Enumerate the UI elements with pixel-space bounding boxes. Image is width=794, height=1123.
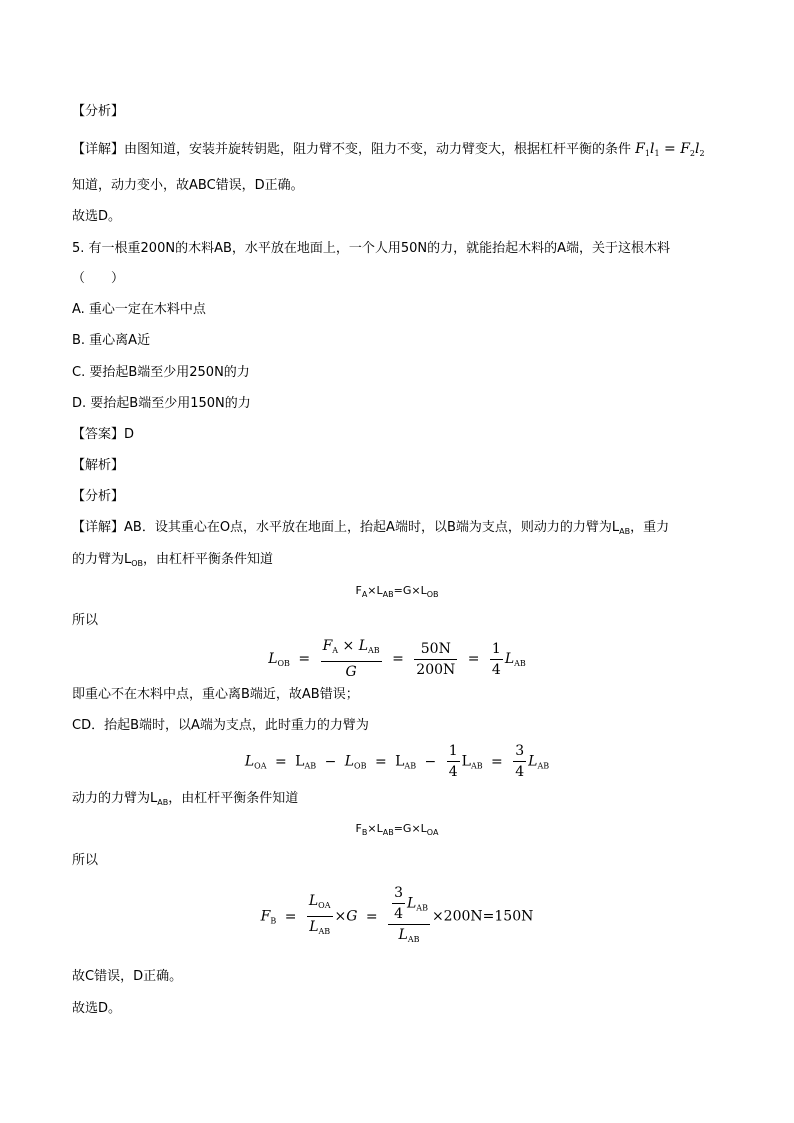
option-c: C. 要抬起B端至少用250N的力 [72,365,250,380]
option-a: A. 重心一定在木料中点 [72,302,206,317]
detail-paragraph-1 [72,140,705,163]
power-arm-line: 动力的力臂为$L_{AB}$，由杠杆平衡条件知道 [72,791,299,807]
cd-line: CD．抬起B端时，以A端为支点，此时重力的力臂为 [72,718,369,733]
question-stem: 5. 有一根重200N的木料AB，水平放在地面上，一个人用50N的力，就能抬起木料的A端，关于这根木料 [72,241,671,256]
conclusion-line-1: 即重心不在木料中点，重心离B端近，故AB错误； [72,687,359,702]
equation-balance-b: $F_B\times L_{AB}=G\times L_{OA}$ [355,822,439,837]
so-line-1: 所以 [72,613,99,628]
option-d: D. 要抬起B端至少用150N的力 [72,396,251,411]
lever-condition-formula: $F_1l_1 = F_2l_2$ [635,141,705,158]
power-arm-text: 动力的力臂为L [72,791,158,806]
ab-text-2: 的力臂为L [72,552,132,567]
detail-paragraph-2-line-2: 的力臂为$L_{OB}$，由杠杆平衡条件知道 [72,552,274,568]
answer-tag: 【答案】 [72,427,125,442]
choose-line-1: 故选D。 [72,209,122,224]
jiexi-heading: 【解析】 [72,458,125,473]
ab-text-tail: ，重力 [630,520,670,535]
detail-tag-2: 【详解】 [72,520,125,535]
answer-value: D [124,427,135,442]
analysis-heading-1: 【分析】 [72,104,125,119]
detail-text: 由图知道，安装并旋转钥匙，阻力臂不变，阻力不变，动力臂变大，根据杠杆平衡的条件 [124,142,632,157]
question-paren: （ ） [72,271,125,286]
option-b: B. 重心离A近 [72,333,151,348]
so-line-2: 所以 [72,853,99,868]
equation-fb: $F_B$ = $\frac{L_{OA}}{L_{AB}}$ ×G = $\frac{3}{4}$ $L_{AB}$ $L_{AB}$ ×200N=150N [260,885,534,944]
equation-loa: $L_{OA} = L_{AB} - L_{OB} = L_{AB}$ − $\frac{1}{4}$ $L_{AB}$ = $\frac{3}{4}$ $L_{AB}$ [244,743,550,780]
ab-text: AB．设其重心在O点，水平放在地面上，抬起A端时，以B端为支点，则动力的力臂为L [124,520,620,535]
ab-text-2-tail: ，由杠杆平衡条件知道 [143,552,274,567]
answer-line [72,426,134,444]
analysis-heading-2: 【分析】 [72,489,125,504]
equation-balance-a: $F_A\times L_{AB}=G\times L_{OB}$ [355,584,439,599]
detail-paragraph-2-line-1: 【详解】AB．设其重心在O点，水平放在地面上，抬起A端时，以B端为支点，则动力的力臂为$L_{AB}$，重力 [72,520,670,536]
equation-lob: $L_{OB}$ = $\frac{F_A \times L_{AB}}{G}$ = $\frac{50N}{200N}$ = $\frac{1}{4}$ $L_{AB}$ [268,638,526,680]
power-arm-tail: ，由杠杆平衡条件知道 [168,791,299,806]
detail-paragraph-1-cont: 知道，动力变小，故ABC错误，D正确。 [72,178,304,193]
choose-line-2: 故选D。 [72,1001,122,1016]
conclusion-line-2: 故C错误，D正确。 [72,969,183,984]
detail-tag: 【详解】 [72,142,125,157]
